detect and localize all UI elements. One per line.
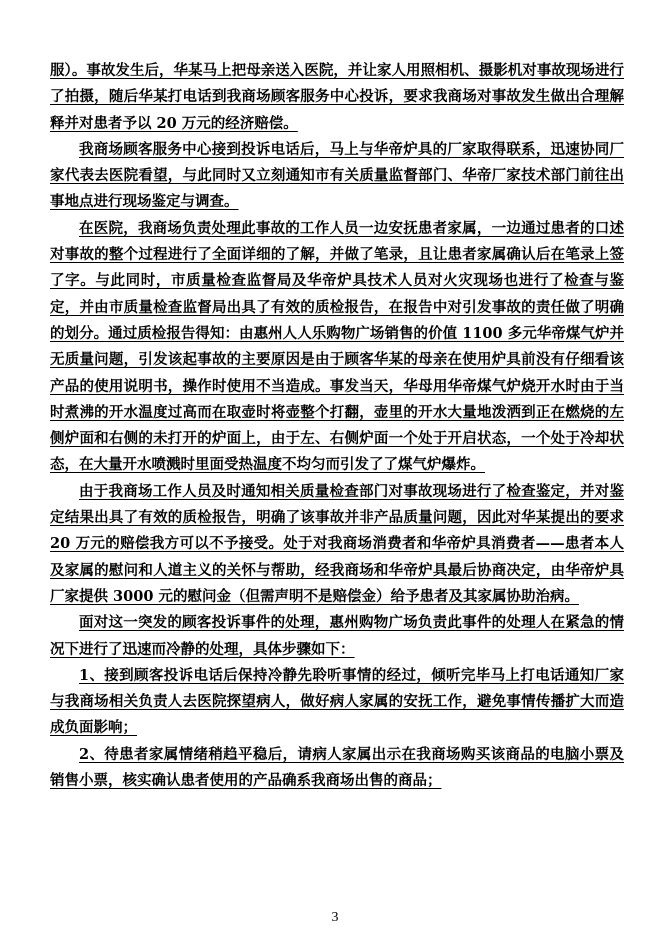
paragraph-step-2: 2、待患者家属情绪稍趋平稳后，请病人家属出示在我商场购买该商品的电脑小票及销售小票，核实确认患者使用的产品确系我商场出售的商品； <box>50 745 624 790</box>
paragraph-continuation: 服）。事故发生后，华某马上把母亲送入医院，并让家人用照相机、摄影机对事故现场进行了拍摄，随后华某打电话到我商场顾客服务中心投诉，要求我商场对事故发生做出合理解释并对患者予以 20 万元的经济赔偿。 <box>50 62 624 132</box>
document-body <box>50 58 624 794</box>
paragraph-handling-intro: 面对这一突发的顾客投诉事件的处理，惠州购物广场负责此事件的处理人在紧急的情况下进行了迅速而冷静的处理，具体步骤如下： <box>50 614 624 658</box>
page-number: 3 <box>331 910 339 925</box>
paragraph-step-1: 1、接到顾客投诉电话后保持冷静先聆听事情的经过，倾听完毕马上打电话通知厂家与我商场相关负责人去医院探望病人，做好病人家属的安抚工作，避免事情传播扩大而造成负面影响； <box>50 666 624 737</box>
paragraph-compensation-decision: 由于我商场工作人员及时通知相关质量检查部门对事故现场进行了检查鉴定，并对鉴定结果出具了有效的质检报告，明确了该事故并非产品质量问题，因此对华某提出的要求 20 万元的赔偿我方可以不予接受。处于对我商场消费者和华帝炉具消费者——患者本人及家属的慰问和人道主义的关怀与帮助，经我商场和华帝炉具最后协商决定，由华帝炉具厂家提供 3000 元的慰问金（但需声明不是赔偿金）给予患者及其家属协助治病。 <box>50 482 624 605</box>
paragraph-hospital-inspection: 在医院，我商场负责处理此事故的工作人员一边安抚患者家属，一边通过患者的口述对事故的整个过程进行了全面详细的了解，并做了笔录，且让患者家属确认后在笔录上签了字。与此同时，市质量检查监督局及华帝炉具技术人员对火灾现场也进行了检查与鉴定，并由市质量检查监督局出具了有效的质检报告，在报告中对引发事故的责任做了明确的划分。通过质检报告得知：由惠州人人乐购物广场销售的价值 1100 多元华帝煤气炉并无质量问题，引发该起事故的主要原因是由于顾客华某的母亲在使用炉具前没有仔细看该产品的使用说明书，操作时使用不当造成。事发当天，华母用华帝煤气炉烧开水时由于当时煮沸的开水温度过高而在取壶时将壶整个打翻，壶里的开水大量地泼洒到正在燃烧的左侧炉面和右侧的未打开的炉面上，由于左、右侧炉面一个处于开启状态，一个处于冷却状态，在大量开水喷溅时里面受热温度不均匀而引发了了煤气炉爆炸。 <box>50 219 624 474</box>
paragraph-contact-manufacturer: 我商场顾客服务中心接到投诉电话后，马上与华帝炉具的厂家取得联系，迅速协同厂家代表去医院看望，与此同时又立刻通知市有关质量监督部门、华帝厂家技术部门前往出事地点进行现场鉴定与调查。 <box>50 140 624 211</box>
